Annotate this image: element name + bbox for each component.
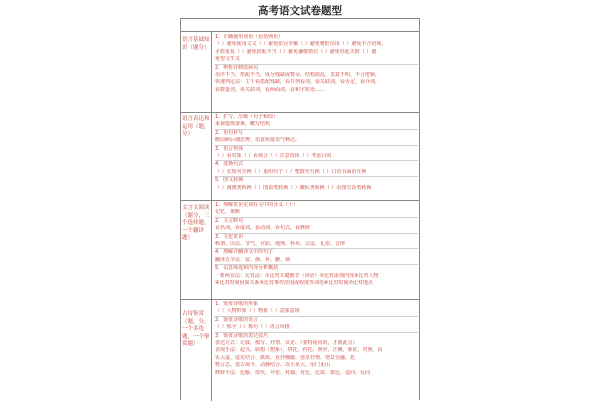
- content-line: 3．文化常识: [215, 233, 418, 241]
- section-content: [215, 34, 418, 94]
- content-line: 一析两非法：比对法：①比对关键细节（词语）②比对添加内容③比对人物: [215, 272, 379, 279]
- content-line: 2．语句补写: [215, 129, 418, 137]
- content-line: 4．理解并翻译文中的句子: [215, 248, 418, 256]
- section-label: 古诗鉴赏（题，分，一个多选题，一个鉴赏题）: [182, 311, 210, 347]
- content-line: 2．鉴赏诗歌的语言: [215, 316, 418, 324]
- content-line: 1．正确使用词语（包括熟语）: [215, 34, 284, 40]
- content-line: （ ）人物形象（ ）物象（ ）意象意境: [215, 308, 300, 315]
- syllabus-table: [180, 18, 420, 400]
- content-line: 2．文言断句: [215, 217, 418, 225]
- section-label: 文言文阅读（题分，三个选择题，一个翻译题）: [182, 205, 210, 241]
- content-line: 物言志、借古讽今、动静结合、以小见大、用门见山: [215, 362, 331, 369]
- content-line: 5．图文转换: [215, 176, 418, 184]
- content-line: ④比对时间因果关系⑤比对事件范围或程度等词语⑥比对时间⑦比对地点: [215, 280, 373, 287]
- content-line: 语序不当、搭配不当、成分残缺或赘余、结构混乱、表意不明、不合逻辑，: [215, 72, 381, 79]
- header-row-divider: [181, 31, 419, 32]
- content-line: 5．信息筛选和内容分析概括: [215, 264, 418, 272]
- content-line: 表达方式：记叙、描写、抒情、议论、（要特别同的，才到此点）: [215, 340, 358, 347]
- content-line: 记忆、推断: [215, 209, 241, 216]
- content-line: 称谓、历法、节气、官职、地理、科举、宗法、礼俗、音律: [215, 241, 346, 248]
- content-line: 实入虚、虚实结合、典故、直抒胸臆、借景抒情、情景交融、托: [215, 354, 356, 361]
- content-line: （ ）炼字（ ）炼句（ ）语言风格: [215, 324, 290, 331]
- content-line: （ ）漫画类转换（ ）图表类转换（ ）徽标类转换（ ）看图写话类转换: [215, 184, 372, 191]
- row-divider: [181, 200, 419, 201]
- content-line: 1．鉴赏诗歌的形象: [215, 301, 259, 307]
- section-label: 语言表达和运用（题，分）: [182, 116, 210, 137]
- content-line: 免望文生义: [215, 56, 241, 63]
- content-line: 瞻前顾后细思辨，语意衔接语气畅达。: [215, 137, 301, 144]
- content-line: 看数量词，看关联词，看两面词，看和字短语……: [215, 86, 326, 93]
- row-divider: [181, 112, 419, 113]
- row-divider: [181, 299, 419, 300]
- content-line: （ ）长短句互换（ ）重组句子（ ）整散句互换（ ）口语书面语互换: [215, 168, 367, 175]
- section-label: 语言基础知识（题分）: [182, 37, 210, 51]
- content-line: 3．鉴赏诗歌的表达技巧: [215, 332, 418, 340]
- content-line: 重视提炼要素，概写结构: [215, 121, 271, 128]
- content-line: 翻译五字法：留、换、补、删、调: [215, 256, 291, 263]
- section-content: [215, 114, 418, 192]
- content-line: 2．辨析并修改病句: [215, 64, 418, 72]
- content-line: 矛盾重复（ ）避免搭配不当（ ）避免谦敬错位（ ）避免轻此失彼（ ）避: [215, 48, 377, 55]
- content-line: 修辞手法：比喻、借代、夸张、对偶、对比、比拟、排比、设问、反问: [215, 369, 371, 376]
- label-column-divider: [211, 31, 212, 401]
- content-line: 3．语言得体: [215, 145, 418, 153]
- content-line: 看名词，看虚词，看动词，看句式，看修辞: [215, 225, 311, 232]
- content-line: 快速判定法：主干看搭配残缺，看并列看词，看关联词，看否定，看介词，: [215, 79, 381, 86]
- document-title: 高考语文试卷题型: [258, 5, 342, 17]
- content-line: （ ）避免使用文义（ ）避免张冠李戴（ ）避免褒贬误用（ ）避免不合语境，: [215, 41, 387, 48]
- section-content: [215, 202, 418, 287]
- content-line: 表现手法：起兴、联想（想象）、烘托、衬托、照应、正侧、象征、对照、由: [215, 347, 383, 354]
- content-line: 4．变换句式: [215, 160, 418, 168]
- content-line: （ ）看对象（ ）看场合（ ）注意语体（ ）考虑目的: [215, 153, 332, 160]
- content-line: 1．理解常见实词在文中的含义（个）: [215, 202, 299, 208]
- section-content: [215, 301, 418, 377]
- document-page: [180, 0, 420, 400]
- content-line: 1．扩写、压缩（句子和段）: [215, 114, 279, 120]
